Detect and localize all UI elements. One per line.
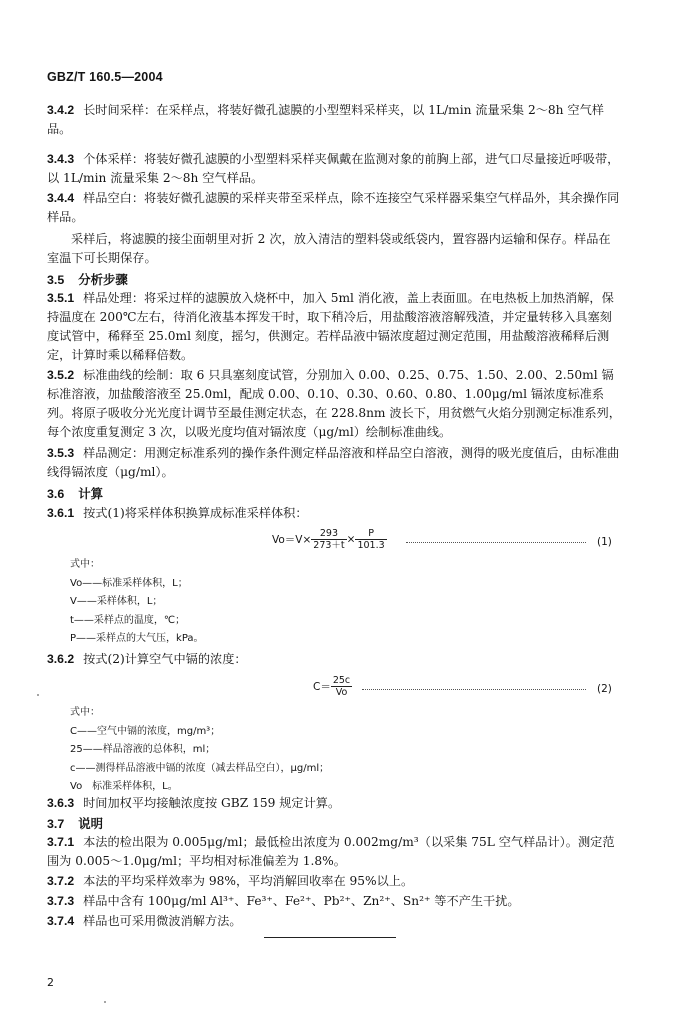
clause-number: 3.5.1 xyxy=(47,291,75,305)
formula-2-tag: (2) xyxy=(597,683,612,695)
page-number: 2 xyxy=(47,976,54,989)
variable-definition: C——空气中镉的浓度，mg/m³； xyxy=(70,725,221,737)
clause-label: 样品处理： xyxy=(83,291,145,305)
clause-text: 本法的检出限为 0.005μg/ml；最低检出浓度为 0.002mg/m³（以采集 75L 空气样品计）。测定范围为 0.005～1.0μg/ml；平均相对标准偏差为 1.8%。 xyxy=(47,835,615,868)
clause-3-6-3 xyxy=(47,794,621,813)
clause-text: 时间加权平均接触浓度按 GBZ 159 规定计算。 xyxy=(83,796,341,810)
fraction-denominator: Vo xyxy=(335,687,348,698)
clause-3-7-4 xyxy=(47,912,621,931)
fraction-denominator: 101.3 xyxy=(357,540,385,551)
clause-text: 按式(1)将采样体积换算成标准采样体积： xyxy=(83,506,308,520)
fraction-numerator: 25c xyxy=(332,675,351,686)
scan-speck xyxy=(104,1001,106,1003)
where-heading: 式中： xyxy=(70,559,100,570)
clause-number: 3.6.3 xyxy=(47,796,75,810)
formula-1-variables xyxy=(70,556,204,649)
clause-number: 3.5.3 xyxy=(47,446,75,460)
clause-text: 取 6 只具塞刻度试管，分别加入 0.00、0.25、0.75、1.50、2.00、2.50ml 镉标准溶液，加盐酸溶液至 25.0ml，配成 0.00、0.10、0.30、0.60、0.80、1.00μg/ml 镉浓度标准系列。将原子吸收分光光度计调节至最佳测定状态，在 228.8nm 波长下，用贫燃气火焰分别测定标准系列，每个浓度重复测定 3 次，以吸光度均值对镉浓度（μg/ml）绘制标准曲线。 xyxy=(47,368,621,439)
clause-3-5-2 xyxy=(47,366,621,442)
variable-definition: V——采样体积，L； xyxy=(70,596,163,608)
clause-text: 样品中含有 100μg/ml Al³⁺、Fe³⁺、Fe²⁺、Pb²⁺、Zn²⁺、Sn²⁺ 等不产生干扰。 xyxy=(83,894,520,908)
clause-number: 3.7.4 xyxy=(47,914,75,928)
fraction-numerator: 293 xyxy=(311,528,346,540)
fraction-pressure xyxy=(355,528,386,551)
scan-speck xyxy=(37,694,39,696)
clause-number: 3.5.2 xyxy=(47,368,75,382)
clause-number: 3.4.4 xyxy=(47,191,75,205)
section-3-5-heading xyxy=(47,270,128,288)
fraction-numerator: P xyxy=(355,528,386,540)
formula-2 xyxy=(313,675,352,698)
formula-times: × xyxy=(346,533,356,546)
clause-text: 样品也可采用微波消解方法。 xyxy=(83,914,242,928)
clause-number: 3.7.2 xyxy=(47,874,75,888)
section-title: 说明 xyxy=(78,817,104,831)
variable-definition: 25——样品溶液的总体积，ml； xyxy=(70,744,216,756)
clause-text: 用测定标准系列的操作条件测定样品溶液和样品空白溶液，测得的吸光度值后，由标准曲线得镉浓度（μg/ml）。 xyxy=(47,446,620,479)
clause-text: 按式(2)计算空气中镉的浓度： xyxy=(83,652,247,666)
clause-number: 3.4.2 xyxy=(47,103,75,117)
section-number: 3.7 xyxy=(47,817,65,831)
formula-lhs: C＝ xyxy=(313,681,331,693)
variable-definition: c——测得样品溶液中镉的浓度（减去样品空白），μg/ml； xyxy=(70,762,330,774)
section-title: 分析步骤 xyxy=(78,273,128,287)
clause-label: 长时间采样： xyxy=(83,103,157,117)
formula-leader-dots xyxy=(406,542,586,543)
clause-number: 3.6.1 xyxy=(47,506,75,520)
clause-3-4-2 xyxy=(47,101,621,139)
formula-1-tag: (1) xyxy=(597,536,612,548)
clause-number: 3.4.3 xyxy=(47,152,75,166)
fraction-denominator: 273＋t xyxy=(313,540,345,551)
clause-3-6-1 xyxy=(47,504,621,523)
variable-definition: Vo 标准采样体积，L。 xyxy=(70,781,178,793)
clause-label: 标准曲线的绘制： xyxy=(83,368,181,382)
clause-text: 在采样点，将装好微孔滤膜的小型塑料采样夹，以 1L/min 流量采集 2～8h 空气样品。 xyxy=(47,103,604,136)
variable-definition: t——采样点的温度，℃； xyxy=(70,614,186,626)
clause-3-7-1 xyxy=(47,833,621,871)
formula-2-variables xyxy=(70,704,329,797)
section-number: 3.6 xyxy=(47,487,65,501)
clause-number: 3.6.2 xyxy=(47,652,75,666)
paragraph-text: 采样后，将滤膜的接尘面朝里对折 2 次，放入清洁的塑料袋或纸袋内，置容器内运输和保存。样品在室温下可长期保存。 xyxy=(47,232,611,265)
fraction-temperature xyxy=(311,528,346,551)
clause-3-4-3 xyxy=(47,150,621,188)
fraction-concentration xyxy=(331,675,352,698)
clause-3-7-2 xyxy=(47,872,621,891)
section-number: 3.5 xyxy=(47,273,65,287)
section-title: 计算 xyxy=(78,487,104,501)
storage-paragraph xyxy=(47,230,621,268)
variable-definition: Vo——标准采样体积，L； xyxy=(70,577,188,589)
clause-3-5-1 xyxy=(47,289,621,365)
formula-leader-dots xyxy=(362,689,586,690)
clause-number: 3.7.1 xyxy=(47,835,75,849)
clause-text: 将装好微孔滤膜的小型塑料采样夹佩戴在监测对象的前胸上部，进气口尽量接近呼吸带，以 1L/min 流量采集 2～8h 空气样品。 xyxy=(47,152,620,185)
clause-text: 将装好微孔滤膜的采样夹带至采样点，除不连接空气采样器采集空气样品外，其余操作同样品。 xyxy=(47,191,620,224)
section-3-7-heading xyxy=(47,814,103,832)
clause-3-5-3 xyxy=(47,444,621,482)
document-code: GBZ/T 160.5—2004 xyxy=(47,70,163,84)
clause-label: 个体采样： xyxy=(83,152,145,166)
end-rule xyxy=(264,937,396,938)
formula-lhs: Vo＝V× xyxy=(272,534,312,546)
clause-label: 样品空白： xyxy=(83,191,145,205)
where-heading: 式中： xyxy=(70,707,100,718)
clause-number: 3.7.3 xyxy=(47,894,75,908)
clause-3-4-4 xyxy=(47,189,621,227)
clause-3-7-3 xyxy=(47,892,621,911)
variable-definition: P——采样点的大气压，kPa。 xyxy=(70,633,204,645)
clause-3-6-2 xyxy=(47,650,621,669)
clause-text: 本法的平均采样效率为 98%，平均消解回收率在 95%以上。 xyxy=(83,874,414,888)
clause-text: 将采过样的滤膜放入烧杯中，加入 5ml 消化液，盖上表面皿。在电热板上加热消解，保持温度在 200℃左右，待消化液基本挥发干时，取下稍冷后，用盐酸溶液溶解残渣，并定量转移入具塞刻度试管中，稀释至 25.0ml 刻度，摇匀，供测定。若样品液中镉浓度超过测定范围，用盐酸溶液稀释后测定，计算时乘以稀释倍数。 xyxy=(47,291,614,362)
formula-1 xyxy=(272,528,387,551)
clause-label: 样品测定： xyxy=(83,446,145,460)
section-3-6-heading xyxy=(47,484,103,502)
